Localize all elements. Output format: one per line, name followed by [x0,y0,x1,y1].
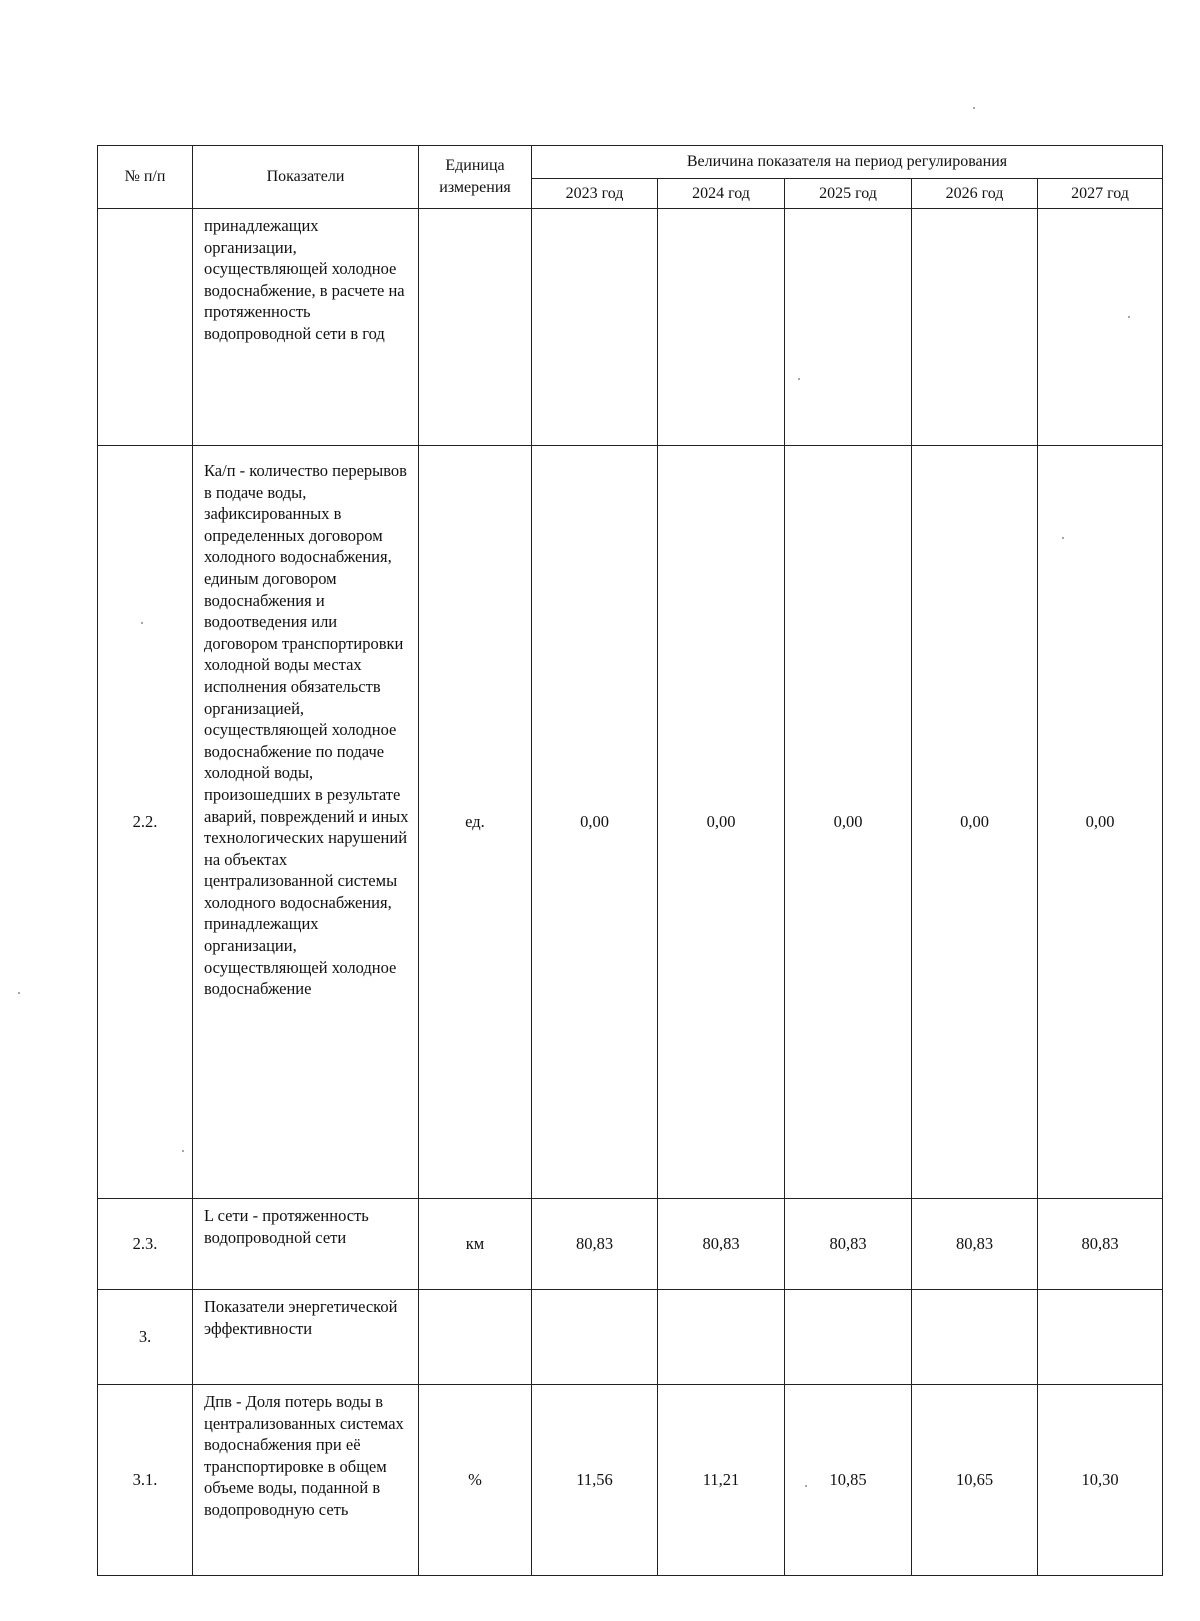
header-year-2024: 2024 год [658,179,785,209]
row-value-2023 [532,1290,658,1385]
row-value-2025: 10,85 [785,1385,912,1576]
table-row [98,446,1163,1199]
row-value-2024: 0,00 [658,446,785,1199]
row-value-2024: 80,83 [658,1199,785,1290]
scan-speck [973,107,975,109]
row-value-2027: 0,00 [1038,446,1163,1199]
row-value-2023: 80,83 [532,1199,658,1290]
row-num: 2.2. [98,446,193,1199]
row-value-2026: 10,65 [912,1385,1038,1576]
table-row [98,1290,1163,1385]
row-value-2024 [658,1290,785,1385]
row-indicator: Ка/п - количество перерывов в подаче воды, зафиксированных в определенных договором холодного водоснабжения, единым договором водоснабжения и водоотведения или договором транспортировки холодной воды местах исполнения обязательств организацией, осуществляющей холодное водоснабжение по подаче холодной воды, произошедших в результате аварий, повреждений и иных технологических нарушений на объектах централизованной системы холодного водоснабжения, принадлежащих организации, осуществляющей холодное водоснабжение [193,446,419,1199]
row-value-2024: 11,21 [658,1385,785,1576]
row-value-2023 [532,209,658,446]
row-indicator: Дпв - Доля потерь воды в централизованных системах водоснабжения при её транспортировке в общем объеме воды, поданной в водопроводную сеть [193,1385,419,1576]
row-value-2025 [785,209,912,446]
row-unit [419,209,532,446]
row-num: 2.3. [98,1199,193,1290]
row-value-2027: 80,83 [1038,1199,1163,1290]
row-value-2027: 10,30 [1038,1385,1163,1576]
row-value-2027 [1038,209,1163,446]
row-num: 3. [98,1290,193,1385]
scan-speck [1062,537,1064,539]
header-year-2023: 2023 год [532,179,658,209]
row-indicator: L сети - протяженность водопроводной сети [193,1199,419,1290]
header-row-top [98,146,1163,179]
row-indicator: Показатели энергетической эффективности [193,1290,419,1385]
scan-speck [1128,316,1130,318]
header-year-2025: 2025 год [785,179,912,209]
header-period: Величина показателя на период регулирования [532,146,1163,179]
row-value-2023: 0,00 [532,446,658,1199]
scan-speck [798,378,800,380]
header-indicator: Показатели [193,146,419,209]
indicators-table [97,145,1163,1576]
header-year-2026: 2026 год [912,179,1038,209]
row-value-2026: 80,83 [912,1199,1038,1290]
row-value-2027 [1038,1290,1163,1385]
row-value-2026 [912,1290,1038,1385]
table-row [98,1199,1163,1290]
row-num [98,209,193,446]
row-value-2024 [658,209,785,446]
table-row [98,1385,1163,1576]
row-value-2026 [912,209,1038,446]
header-unit: Единица измерения [419,146,532,209]
header-year-2027: 2027 год [1038,179,1163,209]
scan-speck [18,992,20,994]
row-value-2025: 80,83 [785,1199,912,1290]
row-unit: ед. [419,446,532,1199]
scan-speck [805,1485,807,1487]
row-unit: км [419,1199,532,1290]
row-value-2023: 11,56 [532,1385,658,1576]
header-num: № п/п [98,146,193,209]
scan-speck [182,1150,184,1152]
row-value-2025 [785,1290,912,1385]
table-row [98,209,1163,446]
row-value-2025: 0,00 [785,446,912,1199]
scan-speck [141,622,143,624]
row-unit [419,1290,532,1385]
row-unit: % [419,1385,532,1576]
row-num: 3.1. [98,1385,193,1576]
row-indicator: принадлежащих организации, осуществляющей холодное водоснабжение, в расчете на протяженность водопроводной сети в год [193,209,419,446]
row-value-2026: 0,00 [912,446,1038,1199]
